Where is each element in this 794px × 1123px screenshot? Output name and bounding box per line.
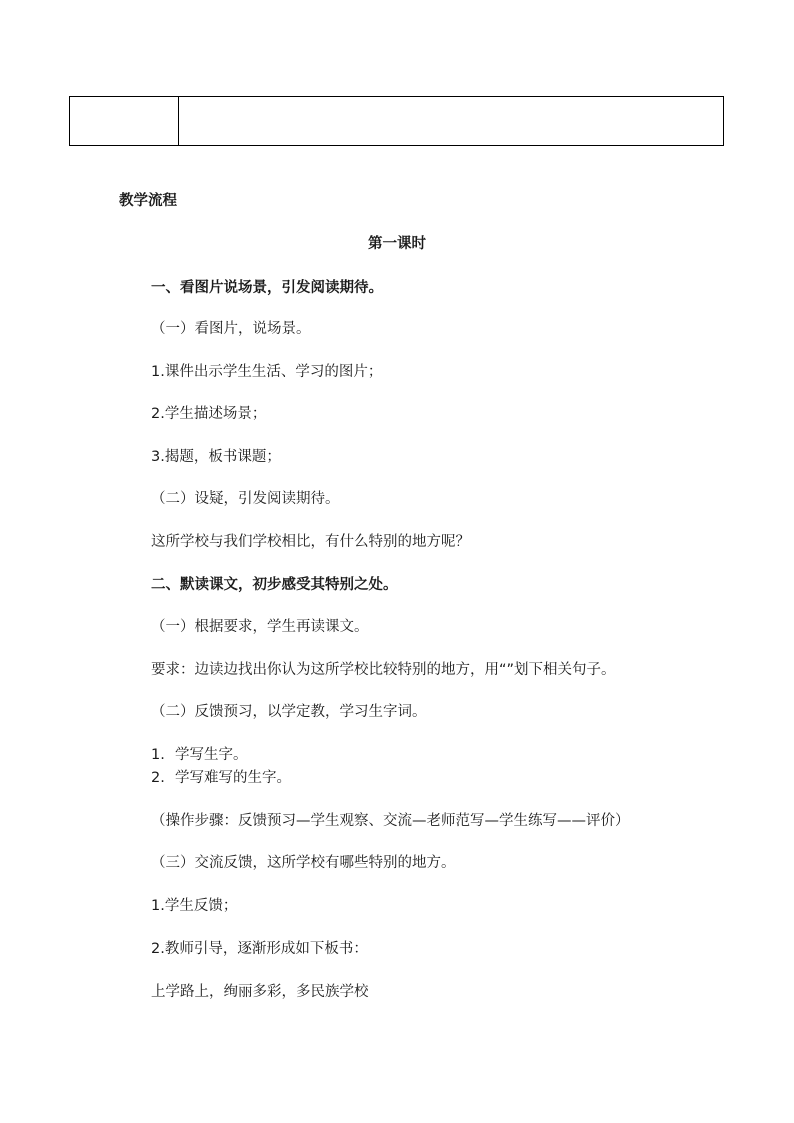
list-item (151, 768, 291, 788)
header-table-cell-right (179, 97, 724, 146)
heading-one: 一、看图片说场景，引发阅读期待。 (151, 280, 383, 296)
paragraph: （操作步骤：反馈预习—学生观察、交流—老师范写—学生练写——评价） (151, 813, 630, 829)
list-item-text: 学写难写的生字。 (175, 770, 291, 786)
subheading: （一）根据要求，学生再读课文。 (151, 619, 369, 635)
paragraph: 1.课件出示学生生活、学习的图片； (151, 364, 383, 380)
list-item-text: 学写生字。 (175, 747, 248, 763)
list-item (151, 745, 248, 765)
subheading: （二）反馈预习，以学定教，学习生字词。 (151, 704, 427, 720)
subheading: （二）设疑，引发阅读期待。 (151, 491, 340, 507)
subheading: （一）看图片，说场景。 (151, 321, 311, 337)
list-item-number: 2. (151, 770, 165, 786)
subheading: （三）交流反馈，这所学校有哪些特别的地方。 (151, 855, 456, 871)
header-table (69, 96, 724, 146)
lesson-title: 第一课时 (368, 236, 426, 252)
paragraph: 1.学生反馈； (151, 898, 238, 914)
header-table-cell-left (70, 97, 179, 146)
paragraph: 这所学校与我们学校相比，有什么特别的地方呢？ (151, 534, 470, 550)
section-title: 教学流程 (119, 193, 177, 209)
paragraph: 要求：边读边找出你认为这所学校比较特别的地方，用“”划下相关句子。 (151, 662, 616, 678)
paragraph: 上学路上，绚丽多彩，多民族学校 (151, 984, 369, 1000)
heading-two: 二、默读课文，初步感受其特别之处。 (151, 577, 398, 593)
paragraph: 3.揭题，板书课题； (151, 449, 281, 465)
list-item-number: 1. (151, 747, 165, 763)
paragraph: 2.学生描述场景； (151, 406, 267, 422)
paragraph: 2.教师引导，逐渐形成如下板书： (151, 941, 368, 957)
